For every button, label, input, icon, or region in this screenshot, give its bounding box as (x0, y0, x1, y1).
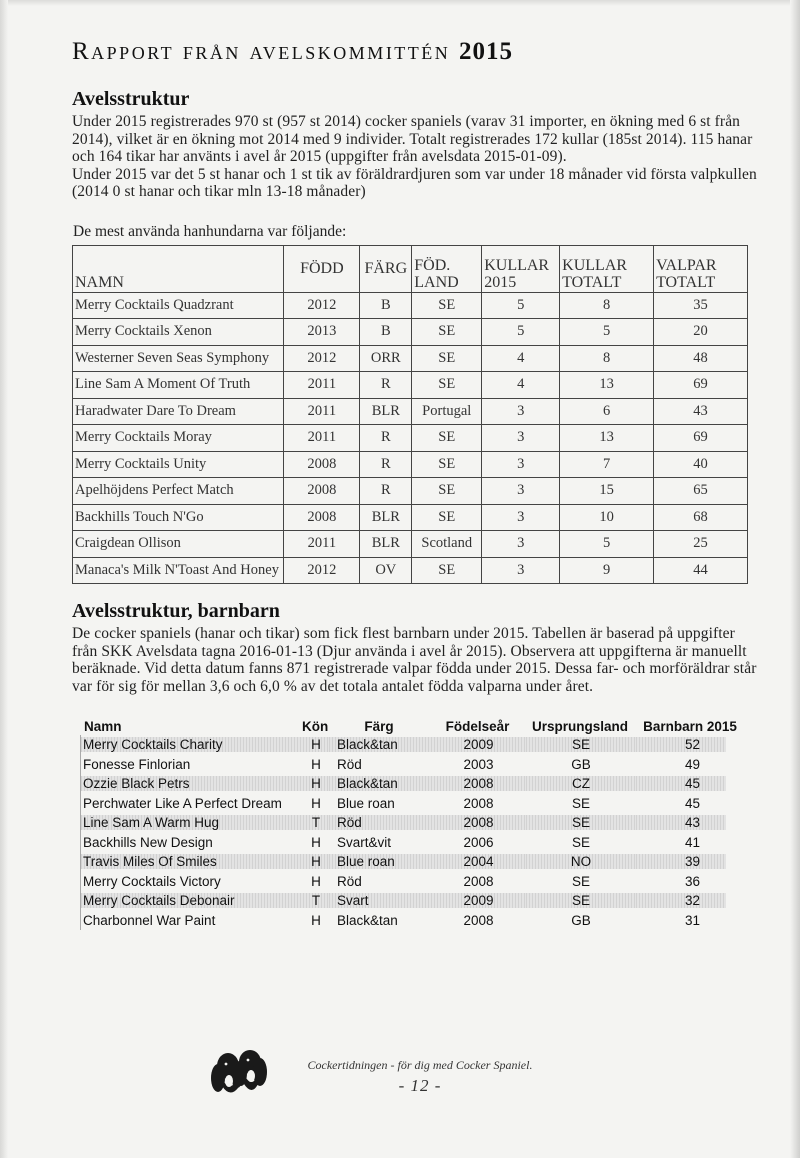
cell-namn: Travis Miles Of Smiles (81, 854, 303, 869)
cell-namn: Perchwater Like A Perfect Dream (83, 795, 282, 811)
cell-valpar-totalt: 35 (654, 292, 748, 319)
cell-farg: ORR (360, 345, 412, 372)
cell-ursprungsland: GB (571, 912, 591, 928)
cell-kon: H (311, 795, 321, 811)
table-row (73, 425, 748, 452)
table-row (80, 794, 762, 814)
cell-valpar-totalt: 44 (654, 557, 748, 584)
cell-farg: Blue roan (329, 854, 431, 869)
cell-fodd: 2011 (284, 372, 360, 399)
cell-namn: Backhills Touch N'Go (73, 504, 284, 531)
cell-namn: Apelhöjdens Perfect Match (73, 478, 284, 505)
cell-kon: H (311, 912, 321, 928)
cell-valpar-totalt: 20 (654, 319, 748, 346)
cell-kullar-totalt: 7 (560, 451, 654, 478)
cell-kullar-2015: 3 (482, 531, 560, 558)
col-header-namn: Namn (84, 718, 122, 734)
table-row (80, 852, 762, 872)
cell-fodelsear: 2008 (431, 776, 526, 791)
cell-fodelsear: 2008 (463, 873, 494, 889)
cocker-spaniel-logo-icon (208, 1046, 272, 1100)
cell-kon: H (311, 756, 321, 772)
cell-fodd: 2012 (284, 292, 360, 319)
cell-fodelsear: 2004 (431, 854, 526, 869)
cell-kullar-2015: 4 (482, 372, 560, 399)
table-row (73, 398, 748, 425)
cell-namn: Merry Cocktails Quadzrant (73, 292, 284, 319)
cell-farg: Black&tan (337, 912, 398, 928)
cell-namn: Ozzie Black Petrs (81, 776, 303, 791)
cell-barnbarn: 41 (684, 834, 700, 850)
cell-barnbarn: 52 (636, 737, 726, 752)
cell-fodelsear: 2008 (463, 795, 494, 811)
cell-farg: Black&tan (329, 737, 431, 752)
cell-namn: Merry Cocktails Xenon (73, 319, 284, 346)
cell-land: SE (412, 504, 482, 531)
cell-land: Portugal (412, 398, 482, 425)
cell-kullar-2015: 3 (482, 557, 560, 584)
report-title (72, 38, 762, 66)
cell-ursprungsland: SE (526, 893, 636, 908)
col-header-kon: Kön (302, 718, 329, 734)
cell-namn: Merry Cocktails Moray (73, 425, 284, 452)
cell-farg: Röd (337, 756, 362, 772)
cell-kullar-totalt: 5 (560, 319, 654, 346)
col-header-kullar-totalt: KULLAR TOTALT (560, 245, 654, 292)
col-header-farg: FÄRG (360, 245, 412, 292)
report-title-text: Rapport från avelskommittén (72, 38, 451, 65)
cell-farg: Svart (329, 893, 431, 908)
cell-valpar-totalt: 65 (654, 478, 748, 505)
cell-land: SE (412, 557, 482, 584)
cell-land: SE (412, 372, 482, 399)
col-header-fodelsear: Födelseår (445, 718, 510, 734)
cell-farg: B (360, 292, 412, 319)
cell-fodd: 2011 (284, 531, 360, 558)
cell-valpar-totalt: 40 (654, 451, 748, 478)
paragraph: Under 2015 var det 5 st hanar och 1 st tik av föräldrardjuren som var under 18 månader vid första valpkullen (2014 0 st hanar och tikar mln 13-18 månader) (72, 165, 757, 200)
cell-kullar-2015: 3 (482, 504, 560, 531)
cell-kullar-totalt: 13 (560, 425, 654, 452)
cell-namn: Merry Cocktails Debonair (81, 893, 303, 908)
page-number: - 12 - (398, 1076, 442, 1095)
cell-kon: H (311, 873, 321, 889)
cell-kullar-totalt: 13 (560, 372, 654, 399)
cell-namn: Craigdean Ollison (73, 531, 284, 558)
cell-farg: B (360, 319, 412, 346)
cell-farg: OV (360, 557, 412, 584)
cell-fodd: 2011 (284, 398, 360, 425)
table-row (80, 735, 762, 755)
cell-kullar-2015: 3 (482, 478, 560, 505)
paragraph: De cocker spaniels (hanar och tikar) som fick flest barnbarn under 2015. Tabellen är baserad på uppgifter från SKK Avelsdata tagna 2016-01-13 (Djur använda i avel år 2015). Observera att uppgifterna är manuellt beräknade. Vid detta datum fanns 871 registrerade valpar födda under 2015. Dessa far- och morföräldrar står var för sig för mellan 3,6 och 6,0 % av det totala antalet födda valparna under året. (72, 625, 757, 695)
cell-ursprungsland: SE (571, 834, 590, 850)
cell-namn: Westerner Seven Seas Symphony (73, 345, 284, 372)
cell-fodelsear: 2008 (431, 815, 526, 830)
cell-valpar-totalt: 43 (654, 398, 748, 425)
col-header-ursprungsland: Ursprungsland (531, 718, 628, 734)
cell-valpar-totalt: 48 (654, 345, 748, 372)
cell-valpar-totalt: 25 (654, 531, 748, 558)
table-row (73, 451, 748, 478)
cell-kullar-totalt: 8 (560, 292, 654, 319)
footer-publication: Cockertidningen - för dig med Cocker Spaniel. (307, 1058, 533, 1072)
cell-farg: BLR (360, 398, 412, 425)
cell-barnbarn: 45 (636, 776, 726, 791)
table-row (80, 872, 762, 892)
cell-valpar-totalt: 68 (654, 504, 748, 531)
table-row (80, 774, 762, 794)
cell-kon: T (303, 815, 329, 830)
cell-namn: Merry Cocktails Victory (83, 873, 221, 889)
cell-kullar-totalt: 9 (560, 557, 654, 584)
cell-fodd: 2008 (284, 504, 360, 531)
grandchildren-table (80, 717, 762, 930)
cell-fodd: 2011 (284, 425, 360, 452)
col-header-fodd: FÖDD (284, 245, 360, 292)
cell-kullar-totalt: 15 (560, 478, 654, 505)
cell-farg: BLR (360, 504, 412, 531)
table-row (80, 891, 762, 911)
page-edge-top (0, 0, 800, 6)
cell-namn: Merry Cocktails Unity (73, 451, 284, 478)
cell-valpar-totalt: 69 (654, 372, 748, 399)
cell-barnbarn: 39 (636, 854, 726, 869)
cell-kullar-totalt: 5 (560, 531, 654, 558)
cell-fodelsear: 2008 (463, 912, 494, 928)
cell-namn: Line Sam A Moment Of Truth (73, 372, 284, 399)
table-row (80, 755, 762, 775)
page-footer (0, 1040, 800, 1110)
cell-fodelsear: 2009 (431, 737, 526, 752)
cell-farg: Black&tan (329, 776, 431, 791)
sire-table (72, 245, 748, 585)
col-header-farg: Färg (364, 718, 394, 734)
cell-namn: Fonesse Finlorian (83, 756, 191, 772)
cell-fodelsear: 2003 (463, 756, 494, 772)
page-content (72, 38, 762, 930)
report-title-year: 2015 (459, 38, 514, 65)
cell-namn: Manaca's Milk N'Toast And Honey (73, 557, 284, 584)
cell-barnbarn: 31 (684, 912, 700, 928)
cell-kullar-totalt: 6 (560, 398, 654, 425)
cell-fodelsear: 2009 (431, 893, 526, 908)
section-avelsstruktur (72, 88, 762, 201)
cell-farg: R (360, 478, 412, 505)
col-header-kullar-2015: KULLAR 2015 (482, 245, 560, 292)
col-header-valpar-totalt: VALPAR TOTALT (654, 245, 748, 292)
cell-kullar-totalt: 8 (560, 345, 654, 372)
cell-barnbarn: 49 (684, 756, 700, 772)
cell-kullar-totalt: 10 (560, 504, 654, 531)
grandchildren-header-row (80, 717, 762, 735)
cell-kon: H (311, 834, 321, 850)
cell-land: SE (412, 451, 482, 478)
cell-farg: R (360, 425, 412, 452)
table-row (73, 345, 748, 372)
table-row (73, 372, 748, 399)
cell-namn: Charbonnel War Paint (83, 912, 216, 928)
cell-land: Scotland (412, 531, 482, 558)
cell-land: SE (412, 292, 482, 319)
table-row (73, 504, 748, 531)
cell-barnbarn: 43 (636, 815, 726, 830)
table-row (80, 813, 762, 833)
cell-farg: Röd (337, 873, 362, 889)
cell-kon: H (303, 737, 329, 752)
cell-fodd: 2008 (284, 478, 360, 505)
table-caption: De mest använda hanhundarna var följande: (73, 222, 347, 240)
cell-ursprungsland: CZ (526, 776, 636, 791)
cell-land: SE (412, 345, 482, 372)
table-row (73, 557, 748, 584)
cell-farg: Svart&vit (337, 834, 392, 850)
cell-valpar-totalt: 69 (654, 425, 748, 452)
cell-fodelsear: 2006 (463, 834, 494, 850)
cell-kullar-2015: 3 (482, 451, 560, 478)
cell-fodd: 2013 (284, 319, 360, 346)
cell-land: SE (412, 425, 482, 452)
table-row (80, 833, 762, 853)
cell-fodd: 2008 (284, 451, 360, 478)
paragraph: Under 2015 registrerades 970 st (957 st 2014) cocker spaniels (varav 31 importer, en ökning med 6 st från 2014), vilket är en ökning mot 2014 med 9 individer. Totalt registrerades 172 kullar (185st 2014). 115 hanar och 164 tikar har använts i avel år 2015 (uppgifter från avelsdata 2015-01-09). (72, 113, 753, 165)
section-avelsstruktur-barnbarn (72, 600, 762, 695)
cell-farg: BLR (360, 531, 412, 558)
cell-ursprungsland: GB (571, 756, 591, 772)
cell-namn: Backhills New Design (83, 834, 213, 850)
cell-fodd: 2012 (284, 557, 360, 584)
col-header-namn: NAMN (73, 245, 284, 292)
cell-barnbarn: 45 (684, 795, 700, 811)
table-row (80, 911, 762, 931)
cell-kon: H (303, 776, 329, 791)
cell-ursprungsland: SE (571, 795, 590, 811)
cell-namn: Merry Cocktails Charity (81, 737, 303, 752)
cell-ursprungsland: NO (526, 854, 636, 869)
table-header-row (73, 245, 748, 292)
cell-namn: Haradwater Dare To Dream (73, 398, 284, 425)
cell-namn: Line Sam A Warm Hug (81, 815, 303, 830)
cell-kullar-2015: 5 (482, 319, 560, 346)
cell-kullar-2015: 3 (482, 425, 560, 452)
section-heading: Avelsstruktur, barnbarn (72, 600, 280, 622)
col-header-barnbarn: Barnbarn 2015 (643, 718, 737, 734)
cell-ursprungsland: SE (571, 873, 590, 889)
table-row (73, 478, 748, 505)
table-row (73, 292, 748, 319)
cell-farg: Röd (329, 815, 431, 830)
section-heading: Avelsstruktur (72, 88, 190, 110)
cell-barnbarn: 36 (684, 873, 700, 889)
cell-ursprungsland: SE (526, 737, 636, 752)
col-header-land: FÖD. LAND (412, 245, 482, 292)
cell-farg: R (360, 372, 412, 399)
page-edge-left (0, 0, 8, 1158)
cell-kon: T (303, 893, 329, 908)
cell-kullar-2015: 4 (482, 345, 560, 372)
cell-kon: H (303, 854, 329, 869)
table-row (73, 319, 748, 346)
cell-barnbarn: 32 (636, 893, 726, 908)
table-row (73, 531, 748, 558)
cell-kullar-2015: 3 (482, 398, 560, 425)
page-edge-right (790, 0, 800, 1158)
cell-land: SE (412, 478, 482, 505)
cell-ursprungsland: SE (526, 815, 636, 830)
cell-farg: Blue roan (337, 795, 395, 811)
cell-kullar-2015: 5 (482, 292, 560, 319)
cell-farg: R (360, 451, 412, 478)
cell-land: SE (412, 319, 482, 346)
cell-fodd: 2012 (284, 345, 360, 372)
